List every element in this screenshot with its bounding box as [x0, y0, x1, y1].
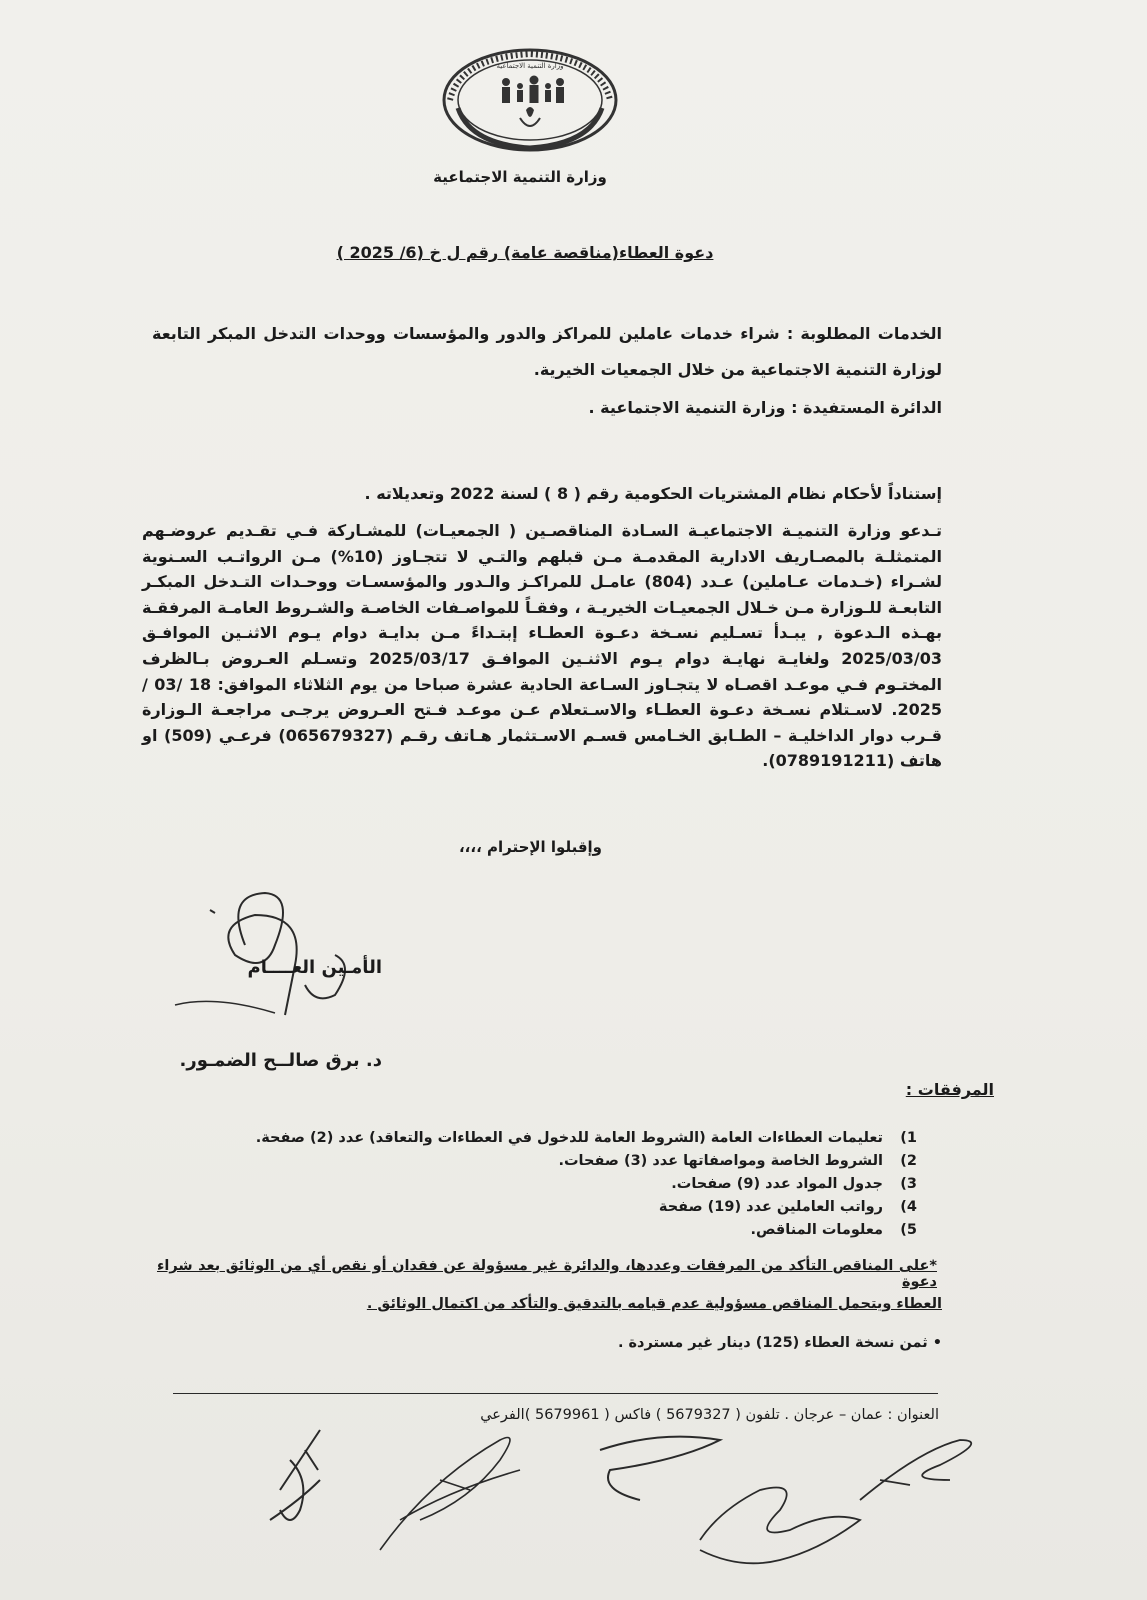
footer-address: العنوان : عمان – عرجان . تلفون ( 5679327 ) فاكس ( 5679961 )الفرعي [480, 1407, 939, 1423]
list-item [237, 1127, 917, 1150]
committee-signatures [0, 1420, 1147, 1600]
attachments-title: المرفقات : [905, 1080, 994, 1099]
invitation-paragraph: تـدعو وزارة التنميـة الاجتماعيـة السـادة المناقصـين ( الجمعيـات) للمشـاركة فـي تقـديم عروضـهم المتمثلـة بالمصـاريف الادارية المقدمـة مـن قبلهم والتـي لا تتجـاوز (10%) مـن الرواتـب السـنوية لشـراء (خـدمات عـاملين) عـدد (804) عامـل للمراكـز والـدور والمؤسسـات ووحـدات التـدخل المبكـر التابعـة للـوزارة مـن خـلال الجمعيـات الخيريـة ، وفقـاً للمواصـفات الخاصـة والشـروط العامـة المرفقـة بهـذه الـدعوة , يبـدأ تسـليم نسـخة دعـوة العطـاء إبتـداءً مـن بدايـة دوام يـوم الاثنـين الموافـق 2025/03/03 ولغايـة نهايـة دوام يـوم الاثنـين الموافـق 2025/03/17 وتسـلم العـروض بـالظرف المختـوم فـي موعـد اقصـاه لا يتجـاوز السـاعة الحادية عشرة صباحا من يوم الثلاثاء الموافق: 18 /03 / 2025. لاسـتلام نسـخة دعـوة العطـاء والاسـتعلام عـن موعـد فـتح العـروض يرجـى مراجعـة الـوزارة قـرب دوار الداخليـة – الطـابق الخـامس قسـم الاسـتثمار هـاتف رقـم (065679327) فرعـي (509) او هاتف (0789191211). [142, 521, 943, 771]
list-item [237, 1150, 917, 1173]
attachment-text: معلومات المناقص. [750, 1222, 883, 1238]
services-paragraph: الخدمات المطلوبة : شراء خدمات عاملين للمراكز والدور والمؤسسات ووحدات التدخل المبكر التابعة لوزارة التنمية الاجتماعية من خلال الجمعيات الخيرية. [152, 324, 942, 379]
list-item [237, 1196, 917, 1219]
price-note: • ثمن نسخة العطاء (125) دينار غير مستردة . [617, 1335, 942, 1351]
signatory-name: د. برق صالــح الضمـور. [179, 1050, 382, 1071]
attachment-number: 5) [900, 1222, 917, 1238]
attachment-number: 2) [900, 1153, 917, 1169]
attachment-text: رواتب العاملين عدد (19) صفحة [658, 1199, 883, 1215]
signatory-title: الأمـين العــــام [247, 957, 382, 978]
footer-divider [173, 1393, 938, 1394]
list-item [237, 1173, 917, 1196]
bidder-note-line2: العطاء ويتحمل المناقص مسؤولية عدم قيامه بالتدقيق والتأكد من اكتمال الوثائق . [366, 1296, 942, 1312]
tender-title: دعوة العطاء(مناقصة عامة) رقم ل خ (6/ 2025 ) [336, 243, 714, 262]
attachment-text: الشروط الخاصة ومواصفاتها عدد (3) صفحات. [558, 1153, 883, 1169]
closing-regards: وإقبلوا الإحترام ،،،، [458, 838, 602, 856]
ministry-logo [440, 48, 620, 160]
ministry-name: وزارة التنمية الاجتماعية [433, 168, 607, 186]
pursuant-line: إستناداً لأحكام نظام المشتريات الحكومية رقم ( 8 ) لسنة 2022 وتعديلاته . [364, 484, 942, 503]
attachment-number: 1) [900, 1130, 917, 1146]
attachment-number: 4) [900, 1199, 917, 1215]
list-item [237, 1219, 917, 1242]
beneficiary-line: الدائرة المستفيدة : وزارة التنمية الاجتماعية . [588, 398, 942, 417]
attachment-text: جدول المواد عدد (9) صفحات. [671, 1176, 883, 1192]
attachments-list [237, 1127, 917, 1242]
attachment-number: 3) [900, 1176, 917, 1192]
bidder-note-line1: *على المناقص التأكد من المرفقات وعددها، والدائرة غير مسؤولة عن فقدان أو نقص أي من الوثائق بعد شراء دعوة [157, 1258, 937, 1290]
logo-text: وزارة التنمية الاجتماعية [496, 62, 564, 70]
attachment-text: تعليمات العطاءات العامة (الشروط العامة للدخول في العطاءات والتعاقد) عدد (2) صفحة. [255, 1130, 883, 1146]
